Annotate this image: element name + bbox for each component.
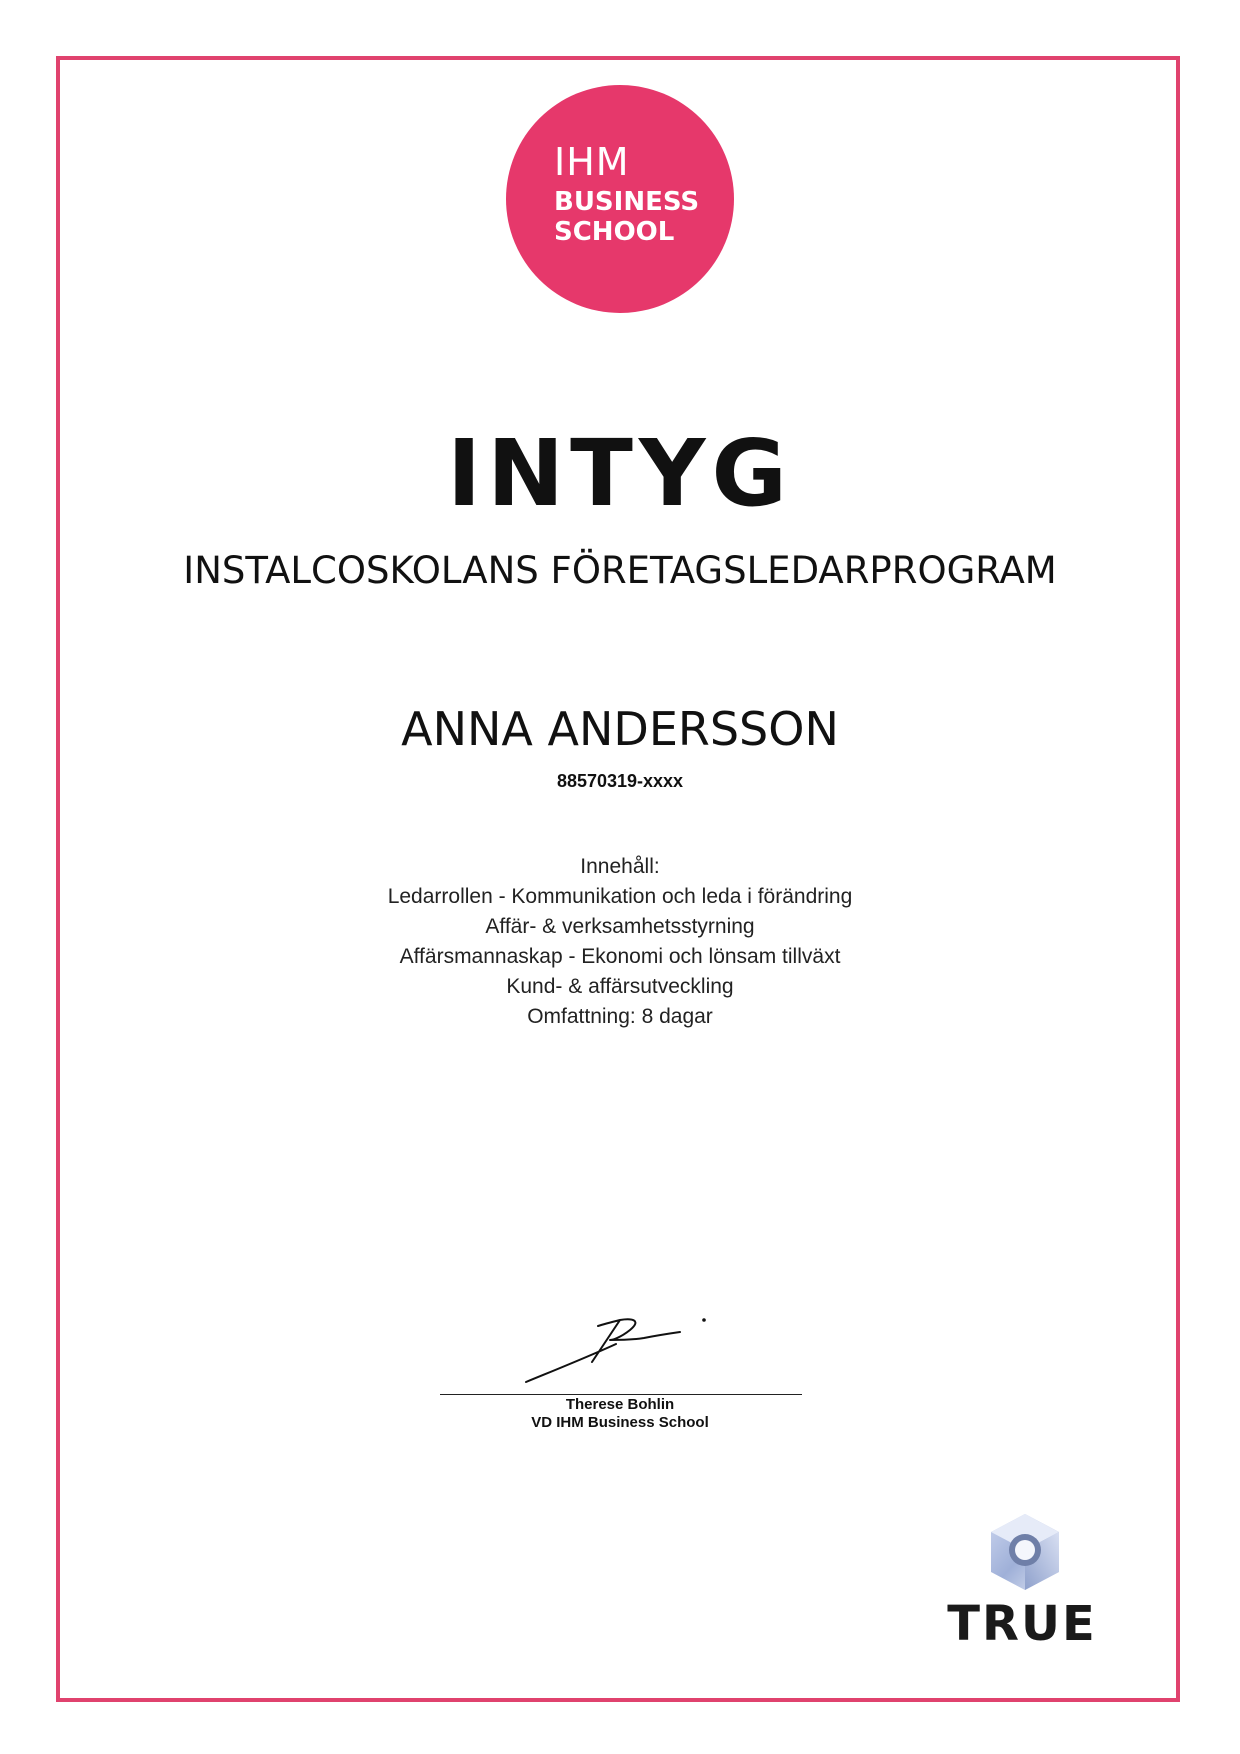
- logo-business-text: BUSINESS: [554, 187, 700, 217]
- certificate-title: INTYG: [446, 420, 794, 527]
- course-content: [0, 852, 1240, 1032]
- recipient-name: ANNA ANDERSSON: [401, 702, 839, 756]
- content-item: Affär- & verksamhetsstyrning: [485, 915, 755, 938]
- hexagon-cube-icon: [985, 1510, 1065, 1594]
- signer-name: Therese Bohlin: [565, 1396, 675, 1413]
- logo-school-text: SCHOOL: [554, 217, 675, 247]
- logo-ihm-text: IHM: [554, 140, 630, 184]
- ihm-business-school-logo: [506, 85, 734, 313]
- content-item: Affärsmannaskap - Ekonomi och lönsam tillväxt: [399, 945, 841, 968]
- signer-role: VD IHM Business School: [531, 1414, 709, 1431]
- true-logo-text: TRUE: [947, 1596, 1097, 1652]
- signature-line: [440, 1394, 802, 1395]
- handwritten-signature: [520, 1310, 720, 1390]
- program-name: INSTALCOSKOLANS FÖRETAGSLEDARPROGRAM: [183, 549, 1057, 592]
- content-heading: Innehåll:: [580, 855, 660, 878]
- content-item: Kund- & affärsutveckling: [506, 975, 734, 998]
- recipient-personal-number: 88570319-xxxx: [556, 771, 684, 791]
- signer-block: [0, 1396, 1240, 1432]
- content-item: Ledarrollen - Kommunikation och leda i förändring: [387, 885, 853, 908]
- content-scope: Omfattning: 8 dagar: [527, 1005, 713, 1028]
